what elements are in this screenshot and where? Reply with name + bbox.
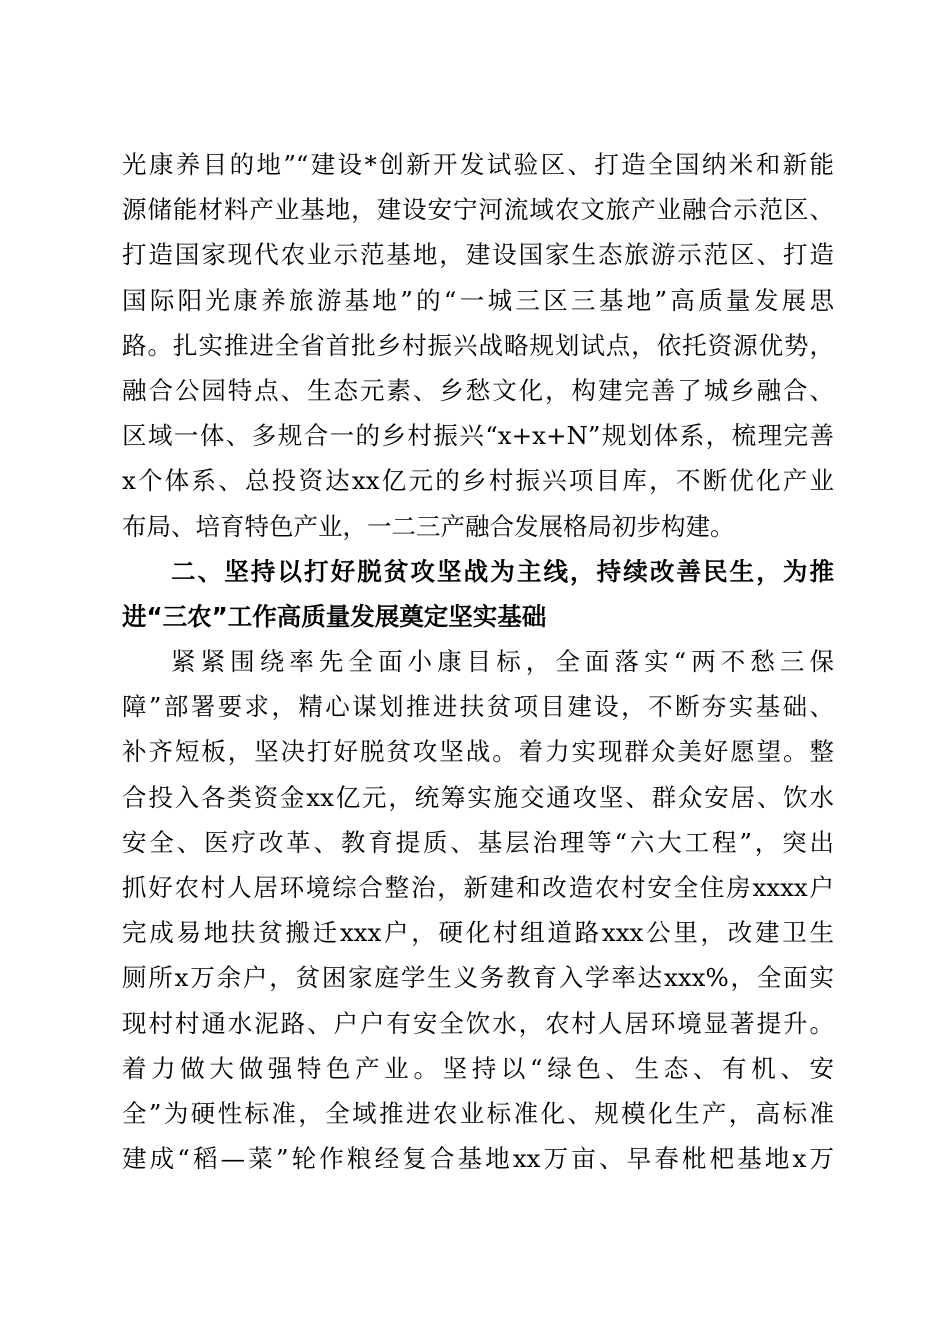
body-text-line: 补齐短板，坚决打好脱贫攻坚战。着力实现群众美好愿望。整	[122, 737, 834, 767]
section-heading-line: 进“三农”工作高质量发展奠定坚实基础	[122, 601, 547, 631]
body-text-line: 融合公园特点、生态元素、乡愁文化，构建完善了城乡融合、	[122, 375, 834, 405]
body-text-line: 着力做大做强特色产业。坚持以“绿色、生态、有机、安	[122, 1053, 834, 1083]
body-text-line: 合投入各类资金xx亿元，统筹实施交通攻坚、群众安居、饮水	[122, 782, 834, 812]
body-text-line: 厕所x万余户，贫困家庭学生义务教育入学率达xxx%，全面实	[122, 963, 834, 993]
body-text-line: 安全、医疗改革、教育提质、基层治理等“六大工程”，突出	[122, 827, 834, 857]
body-text-line: 现村村通水泥路、户户有安全饮水，农村人居环境显著提升。	[122, 1008, 834, 1038]
document-body	[122, 142, 834, 1181]
body-text-line: 源储能材料产业基地，建设安宁河流域农文旅产业融合示范区、	[122, 195, 834, 225]
body-text-line: 建成“稻—菜”轮作粮经复合基地xx万亩、早春枇杷基地x万	[122, 1144, 834, 1174]
body-text-line: 国际阳光康养旅游基地”的“一城三区三基地”高质量发展思	[122, 285, 834, 315]
body-text-line: 全”为硬性标准，全域推进农业标准化、规模化生产，高标准	[122, 1098, 834, 1128]
body-text-line: 抓好农村人居环境综合整治，新建和改造农村安全住房xxxx户	[122, 873, 834, 902]
section-heading-line: 二、坚持以打好脱贫攻坚战为主线，持续改善民生，为推	[171, 556, 834, 586]
body-text-line: 路。扎实推进全省首批乡村振兴战略规划试点，依托资源优势，	[122, 330, 834, 360]
body-text-line: 光康养目的地”“建设*创新开发试验区、打造全国纳米和新能	[122, 150, 834, 179]
body-text-line: 布局、培育特色产业，一二三产融合发展格局初步构建。	[122, 511, 735, 541]
body-text-line: 打造国家现代农业示范基地，建设国家生态旅游示范区、打造	[122, 240, 834, 270]
body-text-line: 紧紧围绕率先全面小康目标，全面落实“两不愁三保	[171, 647, 834, 677]
body-text-line: x个体系、总投资达xx亿元的乡村振兴项目库，不断优化产业	[122, 466, 834, 496]
body-text-line: 完成易地扶贫搬迁xxx户，硬化村组道路xxx公里，改建卫生	[122, 918, 834, 948]
body-text-line: 障”部署要求，精心谋划推进扶贫项目建设，不断夯实基础、	[122, 692, 834, 722]
body-text-line: 区域一体、多规合一的乡村振兴“x+x+N”规划体系，梳理完善	[122, 421, 834, 451]
